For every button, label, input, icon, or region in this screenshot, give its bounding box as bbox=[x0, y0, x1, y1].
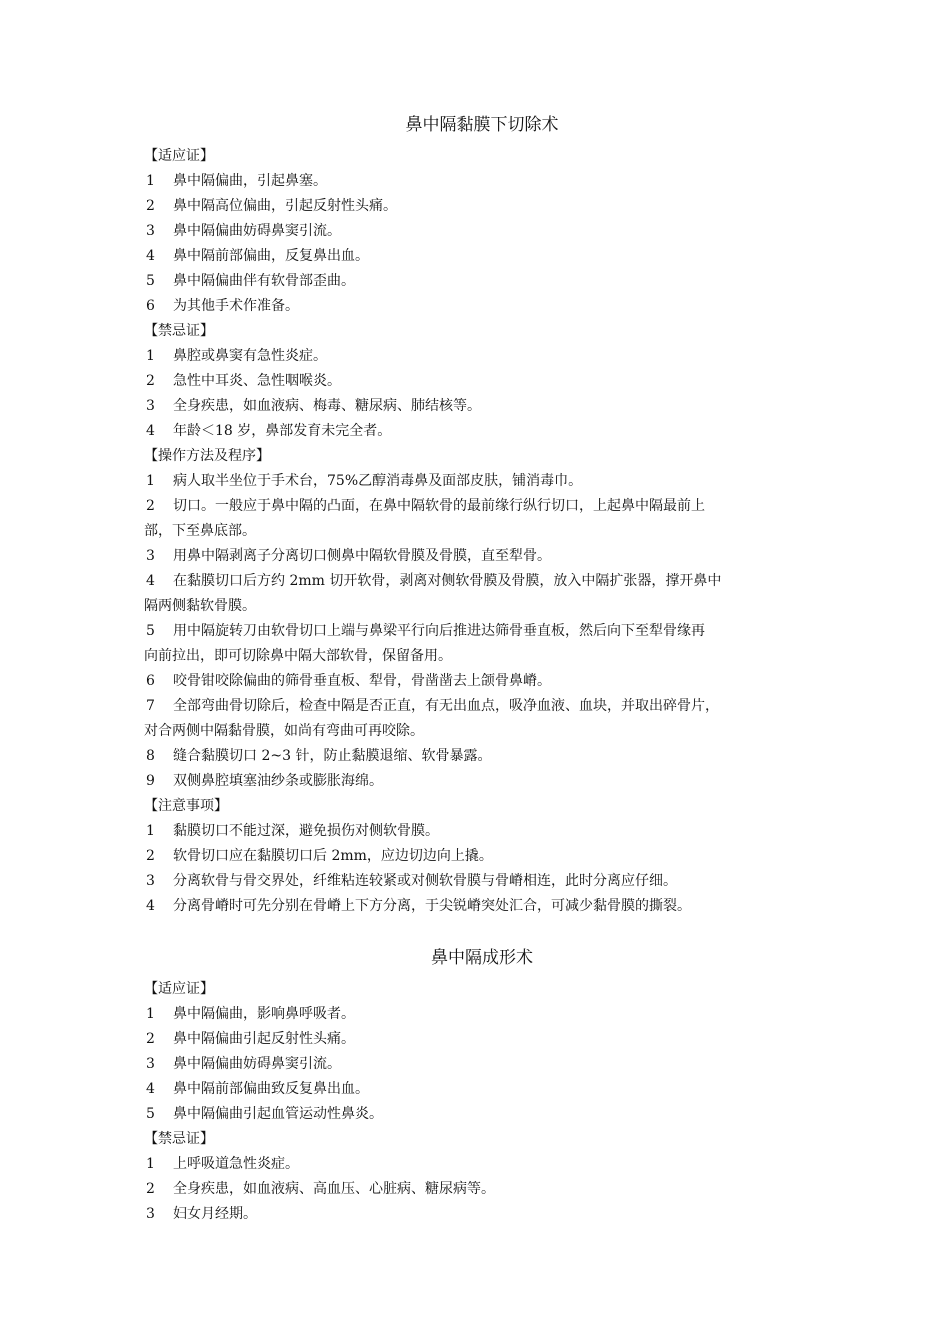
list-item bbox=[144, 694, 812, 719]
item-text: 鼻中隔偏曲伴有软骨部歪曲。 bbox=[173, 273, 355, 289]
list-item bbox=[144, 344, 812, 369]
block-header: 【适应证】 bbox=[144, 981, 214, 997]
list-item bbox=[144, 1077, 812, 1102]
item-text: 病人取半坐位于手术台，75%乙醇消毒鼻及面部皮肤，铺消毒巾。 bbox=[173, 473, 583, 489]
item-number: 6 bbox=[146, 673, 155, 689]
list-item bbox=[144, 1027, 812, 1052]
list-item bbox=[144, 194, 812, 219]
item-number: 1 bbox=[146, 1156, 155, 1172]
block-header: 【注意事项】 bbox=[144, 798, 228, 814]
item-number: 3 bbox=[146, 1206, 155, 1222]
block-header: 【操作方法及程序】 bbox=[144, 448, 270, 464]
item-text: 用鼻中隔剥离子分离切口侧鼻中隔软骨膜及骨膜，直至犁骨。 bbox=[173, 548, 551, 564]
item-number: 2 bbox=[146, 1031, 155, 1047]
list-item bbox=[144, 544, 812, 569]
item-continuation: 对合两侧中隔黏骨膜，如尚有弯曲可再咬除。 bbox=[144, 723, 424, 739]
list-item bbox=[144, 219, 812, 244]
item-number: 1 bbox=[146, 473, 155, 489]
item-number: 7 bbox=[146, 698, 155, 714]
item-number: 5 bbox=[146, 623, 155, 639]
list-item bbox=[144, 294, 812, 319]
item-text: 切口。一般应于鼻中隔的凸面，在鼻中隔软骨的最前缘行纵行切口，上起鼻中隔最前上 bbox=[173, 498, 705, 514]
item-text: 鼻中隔偏曲妨碍鼻窦引流。 bbox=[173, 223, 341, 239]
item-number: 2 bbox=[146, 498, 155, 514]
item-continuation: 部，下至鼻底部。 bbox=[144, 523, 256, 539]
item-text: 上呼吸道急性炎症。 bbox=[173, 1156, 299, 1172]
item-text: 双侧鼻腔填塞油纱条或膨胀海绵。 bbox=[173, 773, 383, 789]
item-text: 鼻腔或鼻窦有急性炎症。 bbox=[173, 348, 327, 364]
list-item bbox=[144, 394, 812, 419]
list-item bbox=[144, 894, 812, 919]
item-text: 鼻中隔偏曲引起血管运动性鼻炎。 bbox=[173, 1106, 383, 1122]
document-page bbox=[144, 112, 812, 1227]
list-item bbox=[144, 869, 812, 894]
item-number: 5 bbox=[146, 273, 155, 289]
item-number: 3 bbox=[146, 548, 155, 564]
list-item bbox=[144, 1052, 812, 1077]
item-number: 1 bbox=[146, 348, 155, 364]
item-text: 分离软骨与骨交界处，纤维粘连较紧或对侧软骨膜与骨嵴相连，此时分离应仔细。 bbox=[173, 873, 677, 889]
block-header: 【禁忌证】 bbox=[144, 1131, 214, 1147]
item-number: 8 bbox=[146, 748, 155, 764]
list-item bbox=[144, 769, 812, 794]
item-number: 9 bbox=[146, 773, 155, 789]
item-text: 鼻中隔偏曲，影响鼻呼吸者。 bbox=[173, 1006, 355, 1022]
item-text: 鼻中隔偏曲引起反射性头痛。 bbox=[173, 1031, 355, 1047]
list-item bbox=[144, 269, 812, 294]
list-item bbox=[144, 669, 812, 694]
item-number: 5 bbox=[146, 1106, 155, 1122]
list-item bbox=[144, 744, 812, 769]
item-number: 4 bbox=[146, 248, 155, 264]
item-text: 分离骨嵴时可先分别在骨嵴上下方分离，于尖锐嵴突处汇合，可减少黏骨膜的撕裂。 bbox=[173, 898, 691, 914]
item-number: 2 bbox=[146, 848, 155, 864]
item-number: 2 bbox=[146, 198, 155, 214]
item-text: 在黏膜切口后方约 2mm 切开软骨，剥离对侧软骨膜及骨膜，放入中隔扩张器，撑开鼻中 bbox=[173, 573, 722, 589]
item-number: 2 bbox=[146, 373, 155, 389]
list-item bbox=[144, 569, 812, 594]
list-item bbox=[144, 1202, 812, 1227]
list-item bbox=[144, 494, 812, 519]
item-text: 软骨切口应在黏膜切口后 2mm，应边切边向上撬。 bbox=[173, 848, 493, 864]
block-header: 【适应证】 bbox=[144, 148, 214, 164]
item-number: 3 bbox=[146, 398, 155, 414]
section-title: 鼻中隔成形术 bbox=[431, 948, 533, 968]
item-text: 鼻中隔前部偏曲致反复鼻出血。 bbox=[173, 1081, 369, 1097]
item-text: 年龄＜18 岁，鼻部发育未完全者。 bbox=[173, 423, 392, 439]
item-continuation: 向前拉出，即可切除鼻中隔大部软骨，保留备用。 bbox=[144, 648, 452, 664]
item-text: 急性中耳炎、急性咽喉炎。 bbox=[173, 373, 341, 389]
list-item bbox=[144, 369, 812, 394]
item-text: 妇女月经期。 bbox=[173, 1206, 257, 1222]
item-text: 全身疾患，如血液病、高血压、心脏病、糖尿病等。 bbox=[173, 1181, 495, 1197]
item-number: 4 bbox=[146, 423, 155, 439]
list-item bbox=[144, 1177, 812, 1202]
item-number: 1 bbox=[146, 1006, 155, 1022]
list-item bbox=[144, 1002, 812, 1027]
list-item bbox=[144, 1152, 812, 1177]
section-title: 鼻中隔黏膜下切除术 bbox=[405, 115, 559, 135]
item-text: 缝合黏膜切口 2~3 针，防止黏膜退缩、软骨暴露。 bbox=[173, 748, 492, 764]
item-number: 4 bbox=[146, 898, 155, 914]
item-text: 为其他手术作准备。 bbox=[173, 298, 299, 314]
item-number: 4 bbox=[146, 573, 155, 589]
item-text: 鼻中隔偏曲，引起鼻塞。 bbox=[173, 173, 327, 189]
list-item bbox=[144, 169, 812, 194]
item-text: 全身疾患，如血液病、梅毒、糖尿病、肺结核等。 bbox=[173, 398, 481, 414]
list-item bbox=[144, 469, 812, 494]
list-item bbox=[144, 419, 812, 444]
list-item bbox=[144, 619, 812, 644]
item-number: 4 bbox=[146, 1081, 155, 1097]
item-text: 鼻中隔前部偏曲，反复鼻出血。 bbox=[173, 248, 369, 264]
item-text: 鼻中隔偏曲妨碍鼻窦引流。 bbox=[173, 1056, 341, 1072]
item-text: 黏膜切口不能过深，避免损伤对侧软骨膜。 bbox=[173, 823, 439, 839]
item-number: 1 bbox=[146, 823, 155, 839]
item-text: 全部弯曲骨切除后，检查中隔是否正直，有无出血点，吸净血液、血块，并取出碎骨片， bbox=[173, 698, 719, 714]
item-number: 3 bbox=[146, 873, 155, 889]
block-header: 【禁忌证】 bbox=[144, 323, 214, 339]
item-text: 咬骨钳咬除偏曲的筛骨垂直板、犁骨，骨凿凿去上颌骨鼻嵴。 bbox=[173, 673, 551, 689]
item-number: 3 bbox=[146, 223, 155, 239]
list-item bbox=[144, 1102, 812, 1127]
list-item bbox=[144, 844, 812, 869]
item-number: 6 bbox=[146, 298, 155, 314]
item-continuation: 隔两侧黏软骨膜。 bbox=[144, 598, 256, 614]
item-number: 3 bbox=[146, 1056, 155, 1072]
list-item bbox=[144, 819, 812, 844]
list-item bbox=[144, 244, 812, 269]
item-number: 1 bbox=[146, 173, 155, 189]
item-number: 2 bbox=[146, 1181, 155, 1197]
item-text: 用中隔旋转刀由软骨切口上端与鼻梁平行向后推进达筛骨垂直板，然后向下至犁骨缘再 bbox=[173, 623, 705, 639]
item-text: 鼻中隔高位偏曲，引起反射性头痛。 bbox=[173, 198, 397, 214]
